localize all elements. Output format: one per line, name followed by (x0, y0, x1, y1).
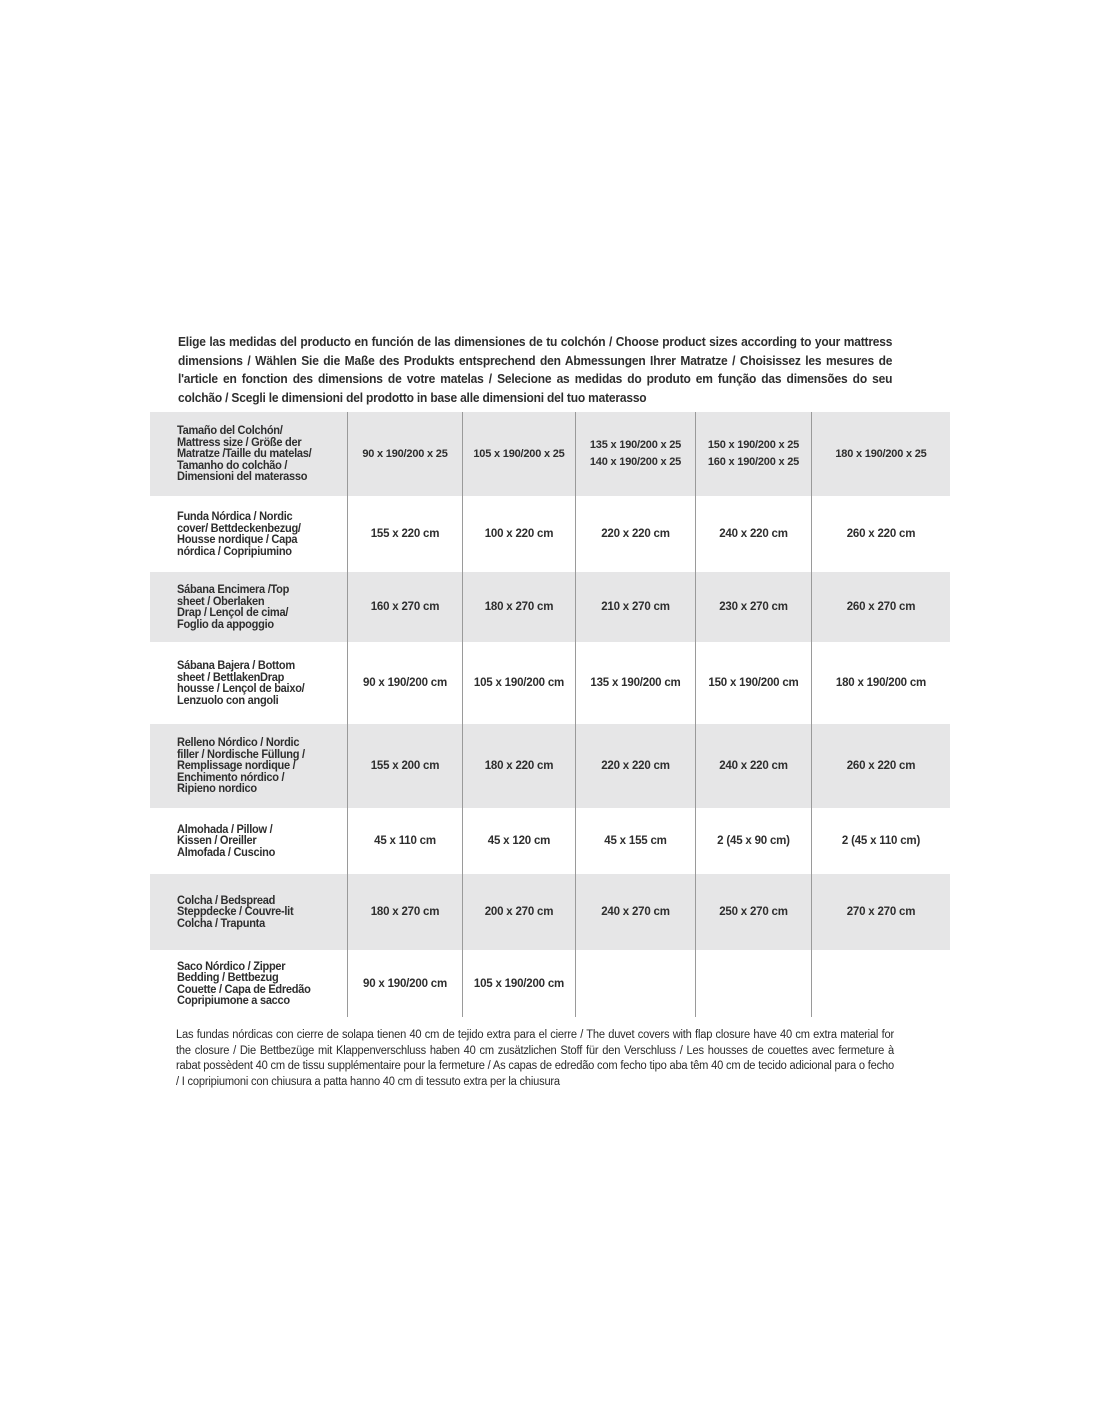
table-cell: 200 x 270 cm (462, 874, 575, 950)
table-cell: 240 x 270 cm (575, 874, 695, 950)
product-label-cell (150, 642, 347, 724)
table-cell: 155 x 220 cm (347, 496, 462, 572)
table-cell: 90 x 190/200 cm (347, 642, 462, 724)
table-cell: 240 x 220 cm (695, 496, 811, 572)
product-label-cell (150, 874, 347, 950)
table-cell: 135 x 190/200 cm (575, 642, 695, 724)
product-label: Relleno Nórdico / Nordic filler / Nordische Füllung / Remplissage nordique / Enchimento nórdico / Ripieno nordico (177, 735, 305, 796)
product-label-cell (150, 950, 347, 1017)
table-cell: 180 x 270 cm (347, 874, 462, 950)
footer-note: Las fundas nórdicas con cierre de solapa tienen 40 cm de tejido extra para el cierre / The duvet covers with flap closure have 40 cm extra material for the closure / Die Bettbezüge mit Klappenverschluss haben 40 cm zusätzlichen Stoff für den Verschluss / Les housses de couettes avec fermeture à rabat possèdent 40 cm de tissu supplémentaire pour la fermeture / As capas de edredão com fecho tipo aba têm 40 cm de tecido adicional para o fecho / I copripiumoni con chiusura a patta hanno 40 cm di tessuto extra per la chiusura (176, 1029, 894, 1088)
product-label-cell (150, 572, 347, 642)
table-cell (575, 950, 695, 1017)
table-row (150, 642, 950, 724)
table-row (150, 496, 950, 572)
table-header-cell: 180 x 190/200 x 25 (811, 412, 950, 496)
table-cell (811, 950, 950, 1017)
table-cell: 105 x 190/200 cm (462, 950, 575, 1017)
table-cell: 45 x 120 cm (462, 808, 575, 874)
table-row (150, 808, 950, 874)
table-cell: 2 (45 x 110 cm) (811, 808, 950, 874)
table-cell: 240 x 220 cm (695, 724, 811, 808)
table-cell: 260 x 270 cm (811, 572, 950, 642)
table-row (150, 572, 950, 642)
table-header-cell: 105 x 190/200 x 25 (462, 412, 575, 496)
mattress-size-label-cell (150, 412, 347, 496)
table-cell: 160 x 270 cm (347, 572, 462, 642)
table-cell: 100 x 220 cm (462, 496, 575, 572)
product-label-cell (150, 496, 347, 572)
table-cell: 260 x 220 cm (811, 496, 950, 572)
product-label-cell (150, 724, 347, 808)
table-cell: 220 x 220 cm (575, 496, 695, 572)
table-cell: 230 x 270 cm (695, 572, 811, 642)
product-label: Almohada / Pillow / Kissen / Oreiller Almofada / Cuscino (177, 821, 276, 859)
table-row (150, 950, 950, 1017)
product-label: Colcha / Bedspread Steppdecke / Couvre-lit Colcha / Trapunta (177, 892, 294, 930)
table-cell: 150 x 190/200 cm (695, 642, 811, 724)
intro-paragraph: Elige las medidas del producto en función de las dimensiones de tu colchón / Choose product sizes according to your mattress dimensions / Wählen Sie die Maße des Produkts entsprechend den Abmessungen Ihrer Matratze / Choisissez les mesures de l'article en fonction des dimensions de votre matelas / Selecione as medidas do produto em função das dimensões do seu colchão / Scegli le dimensioni del prodotto in base alle dimensioni del tuo materasso (178, 335, 893, 405)
table-cell: 180 x 190/200 cm (811, 642, 950, 724)
product-label: Saco Nórdico / Zipper Bedding / Bettbezug Couette / Capa de Edredão Copripiumone a sacco (177, 958, 311, 1007)
table-cell: 90 x 190/200 cm (347, 950, 462, 1017)
table-row (150, 724, 950, 808)
table-cell: 2 (45 x 90 cm) (695, 808, 811, 874)
product-label: Funda Nórdica / Nordic cover/ Bettdeckenbezug/ Housse nordique / Capa nórdica / Copripiumino (177, 509, 301, 558)
table-cell: 180 x 220 cm (462, 724, 575, 808)
product-label: Sábana Encimera /Top sheet / Oberlaken Drap / Lençol de cima/ Foglio da appoggio (177, 582, 290, 631)
table-header-cell: 90 x 190/200 x 25 (347, 412, 462, 496)
product-label-cell (150, 808, 347, 874)
table-header-cell: 135 x 190/200 x 25 140 x 190/200 x 25 (575, 412, 695, 496)
table-cell: 45 x 110 cm (347, 808, 462, 874)
table-cell: 220 x 220 cm (575, 724, 695, 808)
table-row (150, 874, 950, 950)
table-cell: 180 x 270 cm (462, 572, 575, 642)
table-header-row (150, 412, 950, 496)
table-header-cell: 150 x 190/200 x 25 160 x 190/200 x 25 (695, 412, 811, 496)
table-cell: 105 x 190/200 cm (462, 642, 575, 724)
table-cell (695, 950, 811, 1017)
size-table (150, 412, 950, 1017)
table-cell: 270 x 270 cm (811, 874, 950, 950)
table-cell: 210 x 270 cm (575, 572, 695, 642)
mattress-size-label: Tamaño del Colchón/ Mattress size / Größe der Matratze /Taille du matelas/ Tamanho do colchão / Dimensioni del materasso (177, 423, 312, 484)
table-cell: 155 x 200 cm (347, 724, 462, 808)
product-label: Sábana Bajera / Bottom sheet / BettlakenDrap housse / Lençol de baixo/ Lenzuolo con angoli (177, 658, 305, 707)
table-cell: 250 x 270 cm (695, 874, 811, 950)
table-cell: 260 x 220 cm (811, 724, 950, 808)
table-cell: 45 x 155 cm (575, 808, 695, 874)
